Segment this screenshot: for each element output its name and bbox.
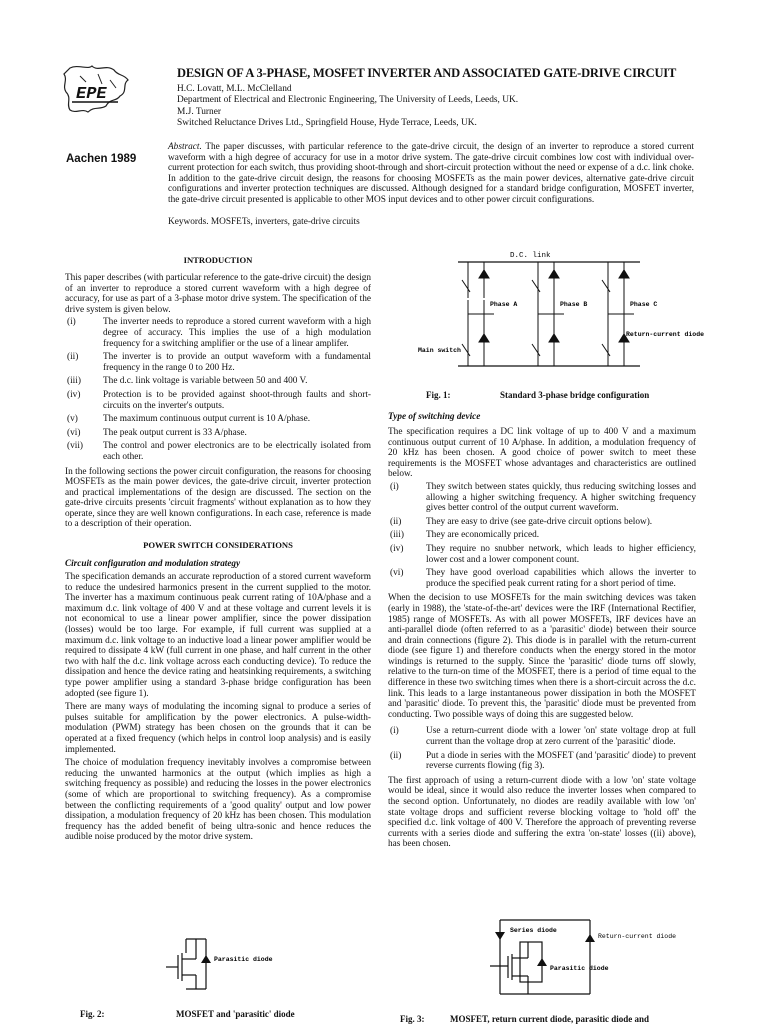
list-item <box>388 517 696 528</box>
list-item-number: (vi) <box>67 427 81 438</box>
list-item-number: (iv) <box>67 389 81 400</box>
paragraph-4: There are many ways of modulating the incoming signal to produce a series of pulses suitable for amplification by the power electronics. A pulse-width-modulation (PWM) strategy has been chosen on the grounds that it can be operated at a fixed frequency (which helps in control loop analysis) and is easily implemented. <box>65 702 371 755</box>
svg-text:Phase C: Phase C <box>630 301 658 308</box>
list-item-number: (ii) <box>67 352 79 363</box>
spec-list <box>65 317 371 462</box>
list-item-number: (ii) <box>390 750 402 761</box>
svg-text:D.C. link: D.C. link <box>510 252 551 260</box>
list-item <box>388 726 696 747</box>
right-column <box>388 411 696 850</box>
abstract-label: Abstract. <box>168 142 202 152</box>
right-paragraph-2: When the decision to use MOSFETs for the main switching devices was taken (early in 1988), the 'state-of-the-art' devices were the IRF (International Rectifier, 1985) range of MOSFETs. As with all power MOSFETs, IRF devices have an anti-parallel diode (often referred to as a 'parasitic' diode) between their source and drain connections (figure 2). This diode is in parallel with the return-current diode (see figure 1) and therefore conducts when the energy stored in the motor windings is returned to the supply. Since the 'parasitic' diode turns off slowly, relative to the turn-on time of the MOSFET, there is a period of time equal to the difference in these two switching times when there is a short-circuit across the d.c. link. This leads to a large instantaneous power dissipation in both the MOSFET and 'parasitic' diode. To prevent this, the 'parasitic' diode must be prevented from conducting. Two possible ways of doing this are suggested below. <box>388 593 696 720</box>
list-item-text: The inverter needs to reproduce a stored current waveform with a high degree of accuracy. This implies the use of a high modulation frequency for a switching amplifier or the use of a linear amplifer. <box>103 317 371 349</box>
abstract <box>168 142 694 206</box>
list-item-number: (v) <box>67 414 78 425</box>
right-paragraph-3: The first approach of using a return-current diode with a low 'on' state voltage would be ideal, since it would also reduce the inverter losses when compared to the second option. Unfortunately, no diodes are readily available with low 'on' state voltage drops and sufficient reverse blocking voltage to 'hold off' the specified d.c. link voltage of 400 V. Therefore the approach of preventing reverse currents with a series diode and suffering the extra 'on-state' losses ((ii) above), has been chosen. <box>388 775 696 850</box>
svg-text:Phase B: Phase B <box>560 301 588 308</box>
abstract-text: The paper discusses, with particular reference to the gate-drive circuit, the design of an inverter to reproduce a stored current waveform with a high degree of accuracy for use in a motor drive system. The gate-drive circuit combines low cost with individual over-current protection for each switch, thus providing shoot-through and short-circuit protection without the need or expense of a d.c. link choke. In addition to the gate-drive circuit design, the reasons for choosing MOSFETs as the main power devices, alternative gate-drive circuit configurations and inverter protection techniques are discussed. Although designed for a standard bridge configuration, MOSFET inverter, the gate-drive circuit presented is applicable to other MOS input devices and to other power circuit configurations. <box>168 142 694 205</box>
list-item <box>388 482 696 514</box>
list-item <box>65 317 371 349</box>
conference-logo <box>58 62 136 128</box>
svg-text:Series diode: Series diode <box>510 927 557 934</box>
fig1-label: Fig. 1: <box>426 390 451 400</box>
authors-1: H.C. Lovatt, M.L. McClelland <box>177 84 292 94</box>
power-switch-heading: POWER SWITCH CONSIDERATIONS <box>143 540 293 551</box>
svg-text:Parasitic diode: Parasitic diode <box>214 956 273 963</box>
three-phase-bridge-diagram <box>418 248 705 373</box>
list-item-text: They are economically priced. <box>426 530 540 541</box>
advantages-list <box>388 482 696 589</box>
intro-heading: INTRODUCTION <box>183 255 253 265</box>
fig2-label: Fig. 2: <box>80 1009 105 1019</box>
fig2-caption: MOSFET and 'parasitic' diode <box>176 1009 295 1019</box>
list-item-number: (i) <box>390 481 399 492</box>
svg-text:Phase A: Phase A <box>490 301 518 308</box>
list-item <box>65 376 371 387</box>
list-item-text: They switch between states quickly, thus reducing switching losses and allowing a higher switching frequency. A higher switching frequency gives better control of the output current waveform. <box>426 481 696 514</box>
list-item-text: They have good overload capabilities which allows the inverter to produce the specified peak current rating for a short period of time. <box>426 568 696 589</box>
figure-3 <box>400 918 700 1024</box>
list-item <box>388 530 696 541</box>
solutions-list <box>388 726 696 771</box>
keywords: Keywords. MOSFETs, inverters, gate-drive circuits <box>168 217 360 227</box>
list-item <box>65 390 371 411</box>
intro-paragraph-2: In the following sections the power circuit configuration, the reasons for choosing MOSFETs as the main power devices, the gate-drive circuit, inverter protection and practical implementations of the design are discussed. The section on the gate-drive circuits presents 'circuit fragments' without explanation as to how they operate, since they are well known configurations. In each case, reference is made to a description of their operation. <box>65 466 371 530</box>
conference-name: Aachen 1989 <box>66 153 137 165</box>
list-item-number: (vii) <box>67 441 84 452</box>
list-item-text: The d.c. link voltage is variable between 50 and 400 V. <box>103 376 308 387</box>
left-column <box>65 255 371 843</box>
svg-text:Parasitic diode: Parasitic diode <box>550 965 609 972</box>
paper-title: DESIGN OF A 3-PHASE, MOSFET INVERTER AND ASSOCIATED GATE-DRIVE CIRCUIT <box>177 66 677 80</box>
list-item-number: (iv) <box>390 543 404 554</box>
switching-device-heading: Type of switching device <box>388 411 481 421</box>
paragraph-3: The specification demands an accurate reproduction of a stored current waveform to reduce the undesired harmonics present in the current supplied to the motor. The inverter has a maximum continuous peak current rating of 10A/phase and a maximum d.c. link voltage of 400 V and at these voltage and current levels it is not economical to use a linear power amplifier, since the power dissipation (losses) would be too large. For example, if full current was supplied at a maximum d.c. link voltage to an inductive load a linear power amplifier would be required to dissipate 4 kW (full current in one phase, and half current in the other two with half the d.c. link voltage across each conducting device). To reduce the dissipation and hence the device rating and heatsinking requirements, a switching type power amplifier using a standard 3-phase bridge configuration has been adopted (see figure 1). <box>65 572 371 699</box>
svg-text:Return-current diode: Return-current diode <box>626 331 705 338</box>
europe-map-logo-icon <box>58 62 136 128</box>
authors-2: M.J. Turner <box>177 106 222 117</box>
list-item-number: (iii) <box>390 530 404 541</box>
list-item-number: (iii) <box>67 376 81 387</box>
list-item-text: Use a return-current diode with a lower 'on' state voltage drop at full current than the voltage drop at zero current of the 'parasitic' diode. <box>426 726 696 748</box>
fig1-caption: Standard 3-phase bridge configuration <box>500 390 650 400</box>
paragraph-5: The choice of modulation frequency inevitably involves a compromise between reducing the unwanted harmonics at the output (which implies as high a switching frequency as possible) and reducing the losses in the power electronics (some of which are proportional to switching frequency). As a compromise between the conflicting requirements of a 'good quality' output and low power dissipation, a modulation frequency of 20 kHz has been chosen. This modulation frequency has the added benefit of being ultra-sonic and hence reduces the audible noise produced by the motor drive system. <box>65 758 371 843</box>
list-item-text: The maximum continuous output current is 10 A/phase. <box>103 414 311 425</box>
affiliation-1: Department of Electrical and Electronic Engineering, The University of Leeds, Leeds, UK. <box>177 95 519 106</box>
figure-1 <box>418 248 705 400</box>
list-item <box>388 751 696 772</box>
list-item-number: (vi) <box>390 568 404 579</box>
list-item-text: The peak output current is 33 A/phase. <box>103 427 247 438</box>
mosfet-diagram <box>146 931 366 996</box>
list-item-number: (ii) <box>390 516 402 527</box>
list-item <box>65 352 371 373</box>
list-item-text: The inverter is to provide an output waveform with a fundamental frequency in the range 0 to 200 Hz. <box>103 352 371 373</box>
list-item <box>65 414 371 425</box>
list-item-text: They require no snubber network, which leads to higher efficiency, lower cost and a lower component count. <box>426 543 696 565</box>
affiliation-2: Switched Reluctance Drives Ltd., Springfield House, Hyde Terrace, Leeds, UK. <box>177 118 477 129</box>
fig3-label: Fig. 3: <box>400 1014 425 1024</box>
list-item-text: The control and power electronics are to be electrically isolated from each other. <box>103 441 371 462</box>
svg-text:EPE: EPE <box>76 85 107 104</box>
right-paragraph-1: The specification requires a DC link voltage of up to 400 V and a maximum continuous output current of 10 A/phase. In addition, a modulation frequency of 20 kHz has been chosen. A good choice of power switch to meet these requirements is the MOSFET whose advantages and characteristics are outlined below. <box>388 427 696 480</box>
list-item-text: Protection is to be provided against shoot-through faults and short-circuits on the inverter's outputs. <box>103 389 371 411</box>
list-item <box>388 568 696 589</box>
list-item-text: They are easy to drive (see gate-drive circuit options below). <box>426 516 653 527</box>
list-item <box>65 428 371 439</box>
svg-text:Main switch: Main switch <box>418 347 461 354</box>
svg-text:Return-current diode: Return-current diode <box>598 933 677 940</box>
list-item-number: (i) <box>67 317 76 328</box>
intro-paragraph-1: This paper describes (with particular reference to the gate-drive circuit) the design of an inverter to reproduce a stored current waveform with a high degree of accuracy, for use as part of a 3-phase motor drive system. The specification of the drive system is given below. <box>65 273 371 315</box>
figure-2 <box>66 925 366 1021</box>
circuit-config-heading: Circuit configuration and modulation strategy <box>65 558 241 569</box>
list-item <box>388 544 696 565</box>
list-item <box>65 441 371 462</box>
list-item-text: Put a diode in series with the MOSFET (and 'parasitic' diode) to prevent reverse currents flowing (fig 3). <box>426 750 696 772</box>
author-block <box>177 84 518 130</box>
list-item-number: (i) <box>390 726 399 737</box>
mosfet-series-diode-diagram <box>470 918 730 998</box>
fig3-caption: MOSFET, return current diode, parasitic diode and <box>450 1014 650 1024</box>
